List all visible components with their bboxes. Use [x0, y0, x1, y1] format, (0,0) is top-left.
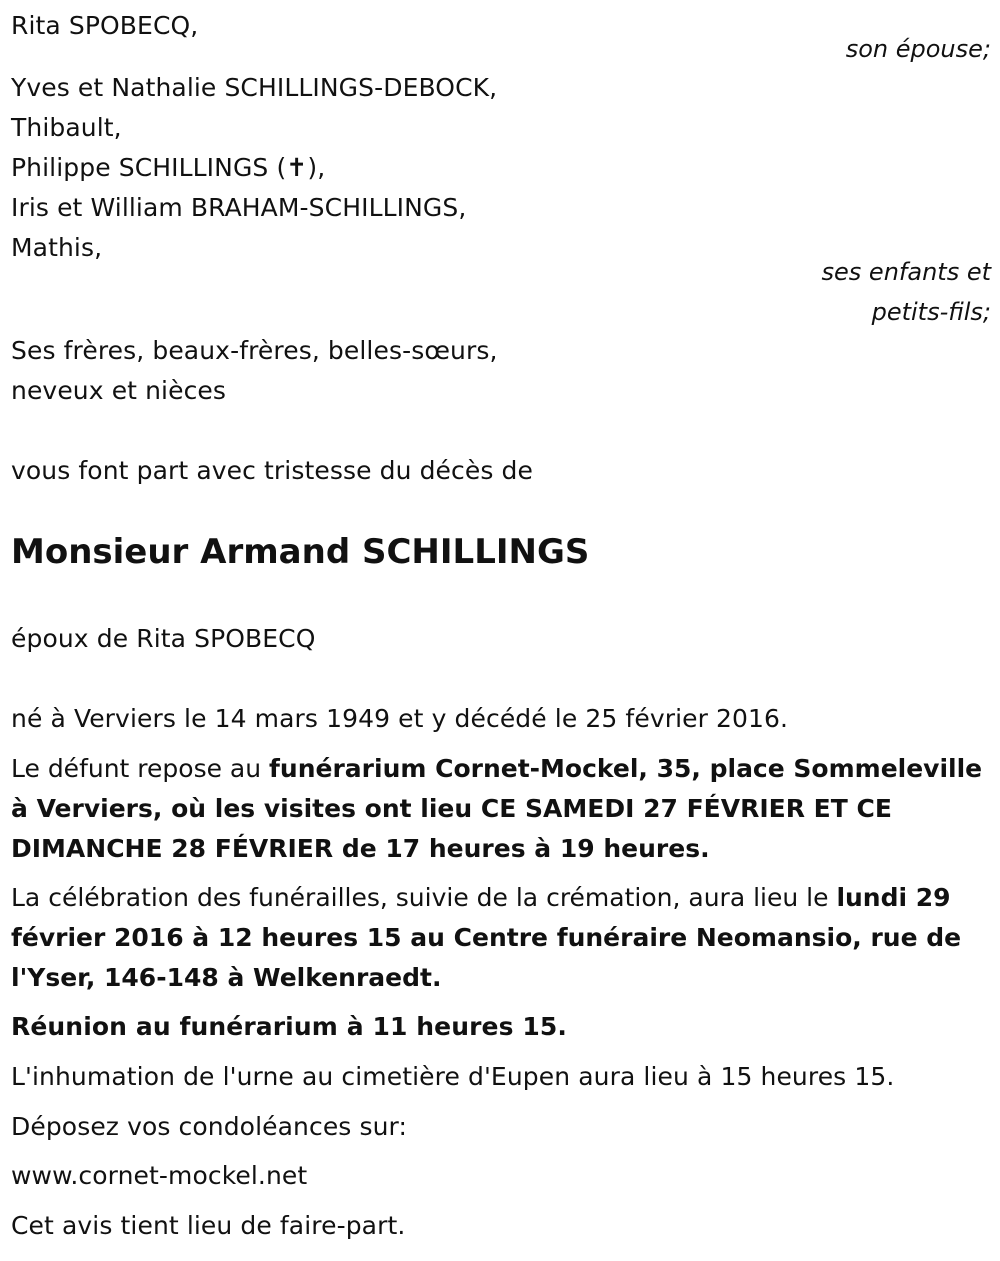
- condolences-website-link[interactable]: www.cornet-mockel.net: [11, 1161, 308, 1190]
- child-line: Philippe SCHILLINGS (✝),: [11, 153, 326, 182]
- birth-death-text: né à Verviers le 14 mars 1949 et y décédé le 25 février 2016.: [11, 704, 789, 733]
- child-line: Iris et William BRAHAM-SCHILLINGS,: [11, 193, 467, 222]
- child-line: Thibault,: [11, 113, 122, 142]
- repose-details: funérarium Cornet-Mockel, 35, place Sommeleville à Verviers, où les visites ont lieu CE SAMEDI 27 FÉVRIER ET CE DIMANCHE 28 FÉVRIER de 17 heures à 19 heures.: [11, 754, 983, 863]
- condolences-label: Déposez vos condoléances sur:: [11, 1112, 408, 1141]
- children-role-line1: ses enfants et: [821, 258, 991, 286]
- ceremony-paragraph: [11, 878, 991, 998]
- repose-paragraph: [11, 749, 991, 869]
- announcement-text: vous font part avec tristesse du décès de: [11, 456, 533, 485]
- child-line: Yves et Nathalie SCHILLINGS-DEBOCK,: [11, 73, 498, 102]
- meeting-text: Réunion au funérarium à 11 heures 15.: [11, 1012, 567, 1041]
- ceremony-details: lundi 29 février 2016 à 12 heures 15 au Centre funéraire Neomansio, rue de l'Yser, 146-148 à Welkenraedt.: [11, 883, 962, 992]
- child-line: Mathis,: [11, 233, 103, 262]
- repose-intro: Le défunt repose au: [11, 754, 270, 783]
- children-role-line2: petits-fils;: [871, 298, 991, 326]
- closing-text: Cet avis tient lieu de faire-part.: [11, 1211, 406, 1240]
- ceremony-intro: La célébration des funérailles, suivie de la crémation, aura lieu le: [11, 883, 837, 912]
- spouse-role: son épouse;: [845, 35, 991, 63]
- obituary-notice: [11, 0, 991, 1261]
- burial-text: L'inhumation de l'urne au cimetière d'Eupen aura lieu à 15 heures 15.: [11, 1062, 895, 1091]
- siblings-line1: Ses frères, beaux-frères, belles-sœurs,: [11, 336, 498, 365]
- deceased-name: Monsieur Armand SCHILLINGS: [11, 532, 590, 572]
- siblings-line2: neveux et nièces: [11, 376, 227, 405]
- spouse-of-text: époux de Rita SPOBECQ: [11, 624, 316, 653]
- spouse-name: Rita SPOBECQ,: [11, 11, 199, 40]
